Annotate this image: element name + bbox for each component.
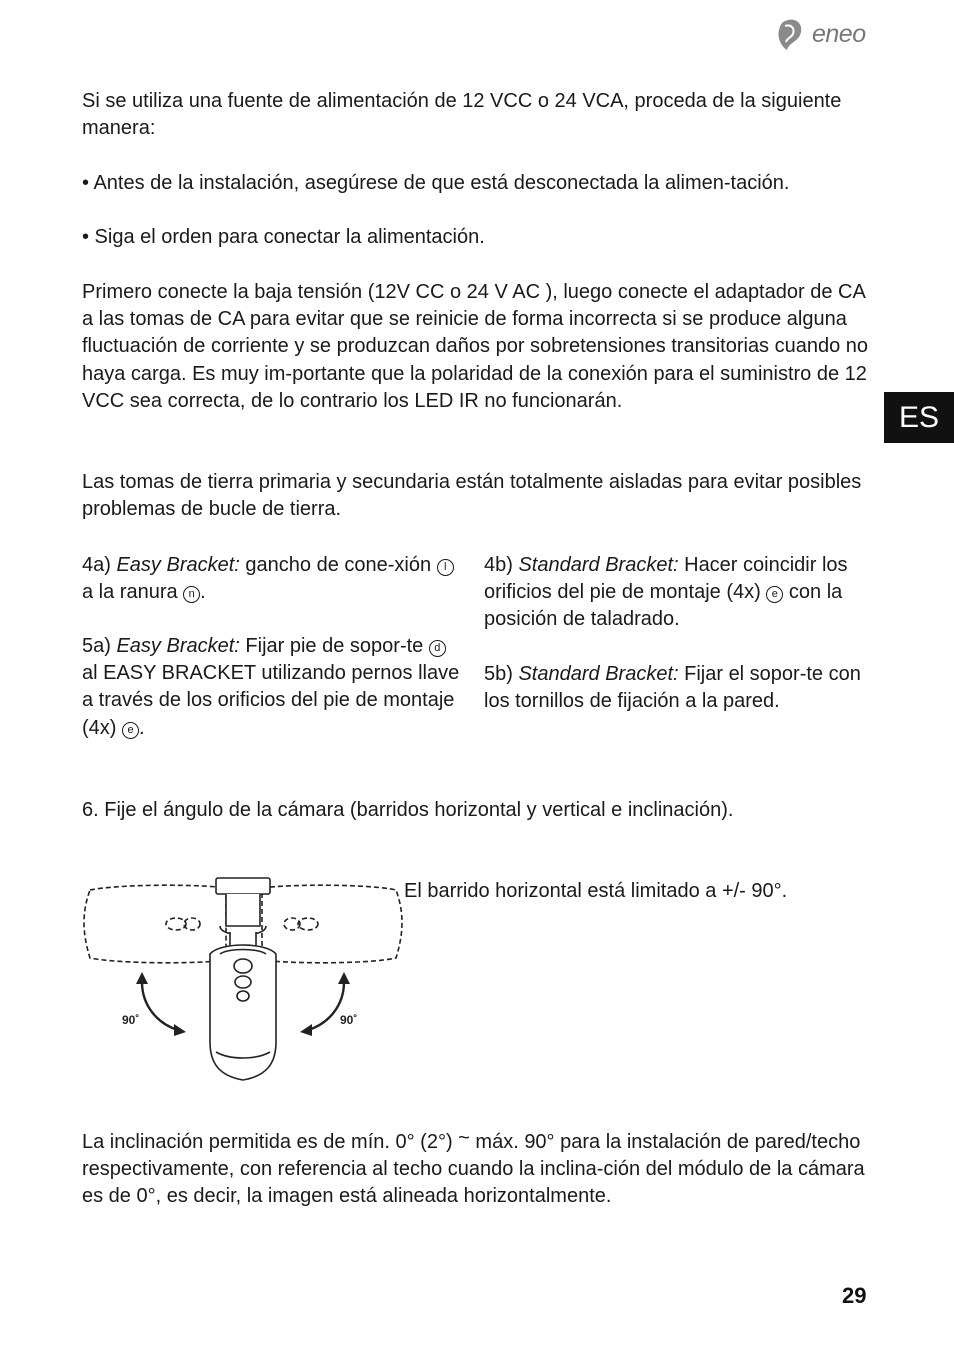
- step-5b-prefix: 5b): [484, 663, 519, 685]
- step-5b: [484, 661, 876, 715]
- step-5a-text3: .: [139, 716, 145, 739]
- pan-ghost-left: [84, 885, 226, 963]
- ground-paragraph: Las tomas de tierra primaria y secundaria están totalmente aisladas para evitar posibles problemas de bucle de tierra.: [82, 471, 862, 521]
- camera-pan-tilt-figure: [80, 872, 406, 1088]
- power-paragraph: Primero conecte la baja tensión (12V CC o 24 V AC ), luego conecte el adaptador de CA a las tomas de CA para evitar que se reinicie de forma incorrecta si se produce alguna fluctuación de corriente y se produzcan daños por sobretensiones transitorias cuando no haya carga. Es muy im-portante que la polaridad de la conexión para el suministro de 12 VCC sea correcta, de lo contrario los LED IR no funcionarán.: [82, 281, 869, 412]
- step-4a-text3: .: [200, 581, 206, 604]
- logo-text: eneo: [812, 20, 866, 48]
- step-4a-name: Easy Bracket:: [116, 554, 240, 576]
- callout-n: n: [183, 586, 200, 603]
- tilt-note: [82, 1125, 872, 1211]
- step-4b-text1: Hacer coincidir los orificios del pie de montaje (4x): [484, 554, 848, 604]
- bullet-disconnect: • Antes de la instalación, asegúrese de que está desconectada la alimen-tación.: [82, 172, 790, 194]
- step-5a-prefix: 5a): [82, 635, 117, 657]
- tilde-symbol: ~: [458, 1127, 470, 1149]
- step-4a: [82, 552, 462, 606]
- step-5b-text1: Fijar el sopor-te con los tornillos de fijación a la pared.: [484, 663, 861, 713]
- bullet-order: • Siga el orden para conectar la alimentación.: [82, 226, 485, 248]
- tilt-note-part1: La inclinación permitida es de mín. 0° (2°): [82, 1131, 459, 1153]
- tilt-label-left: 90˚: [122, 1013, 140, 1027]
- page-number: 29: [842, 1283, 867, 1308]
- step-4a-text1: gancho de cone-xión: [239, 554, 437, 576]
- step-4b-name: Standard Bracket:: [518, 554, 679, 576]
- step-4a-prefix: 4a): [82, 554, 117, 576]
- step-5a-text1: Fijar pie de sopor-te: [239, 635, 429, 657]
- step-4b-text2: con la posición de taladrado.: [484, 581, 843, 631]
- tilt-note-part2: máx. 90° para la instalación de pared/techo respectivamente, con referencia al techo cuando la inclina-ción del módulo de la cámara es de 0°, es decir, la imagen está alineada horizontalmente.: [82, 1131, 865, 1208]
- step-4a-text2: a la ranura: [82, 581, 184, 604]
- step-5a: [82, 633, 462, 742]
- step-5b-name: Standard Bracket:: [518, 663, 679, 685]
- pan-note: El barrido horizontal está limitado a +/- 90°.: [404, 880, 788, 902]
- step-4b-prefix: 4b): [484, 554, 519, 576]
- intro-paragraph: Si se utiliza una fuente de alimentación de 12 VCC o 24 VCA, proceda de la siguiente manera:: [82, 90, 842, 140]
- callout-e: e: [766, 586, 783, 603]
- callout-l: l: [437, 559, 454, 576]
- tilt-label-right: 90˚: [340, 1013, 358, 1027]
- step-6: 6. Fije el ángulo de la cámara (barridos horizontal y vertical e inclinación).: [82, 799, 734, 821]
- callout-d: d: [429, 640, 446, 657]
- step-5a-name: Easy Bracket:: [116, 635, 240, 657]
- pan-ghost-right: [262, 885, 402, 963]
- step-4b: [484, 552, 876, 634]
- step-5a-text2: al EASY BRACKET utilizando pernos llave a través de los orificios del pie de montaje (4x): [82, 662, 460, 739]
- language-tab: ES: [884, 392, 954, 443]
- callout-e: e: [122, 722, 139, 739]
